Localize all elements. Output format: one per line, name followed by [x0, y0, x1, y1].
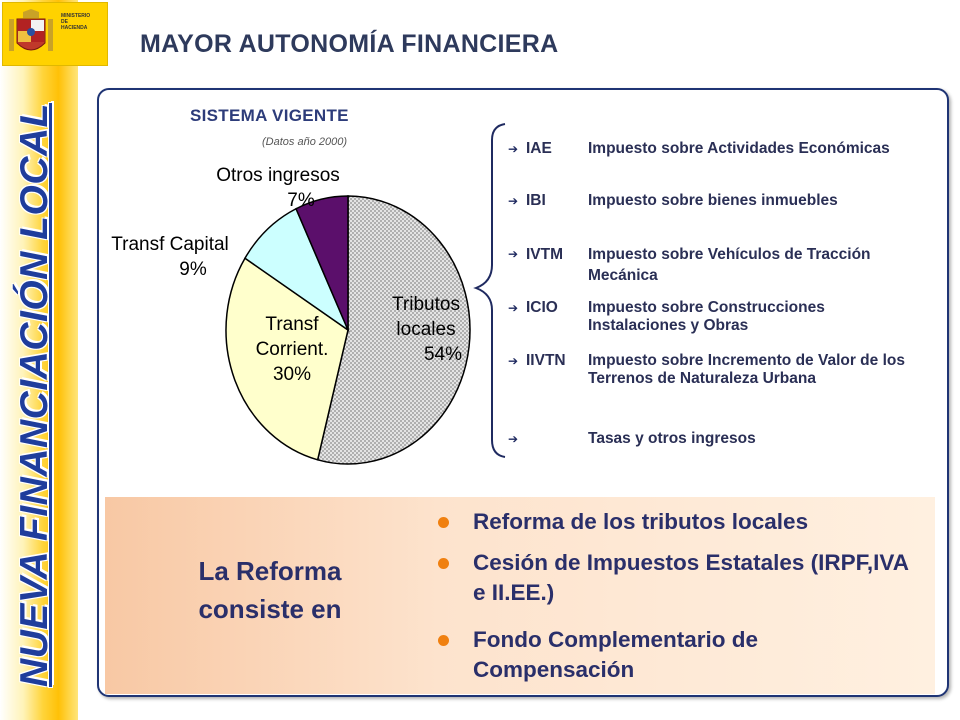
tax-brace: [476, 124, 505, 457]
chart-subtitle: (Datos año 2000): [262, 136, 347, 148]
arrow-right-icon: ➔: [508, 301, 519, 315]
slice-label-capital: Transf Capital 9%: [111, 234, 229, 280]
tax-item-tasas: ➔ Tasas y otros ingresos: [508, 430, 756, 447]
brace-group: [476, 124, 505, 457]
bullet-icon: [438, 558, 449, 569]
vertical-title: NUEVA FINANCIACIÓN LOCAL: [13, 103, 56, 687]
arrow-right-icon: ➔: [508, 354, 519, 368]
reform-title: La Reforma consiste en: [198, 556, 342, 624]
bullet-icon: [438, 635, 449, 646]
reform-item: Fondo Complementario de Compensación: [438, 625, 913, 685]
arrow-right-icon: ➔: [508, 432, 519, 446]
chart-title: SISTEMA VIGENTE: [190, 106, 349, 125]
reform-item: Cesión de Impuestos Estatales (IRPF,IVA e II.EE.): [438, 548, 913, 608]
ministry-logo-text: MINISTERIO DE HACIENDA: [61, 13, 91, 31]
tax-item-ivtm: ➔ IVTM Impuesto sobre Vehículos de Tracción Mecánica: [508, 246, 871, 284]
tax-item-icio: ➔ ICIO Impuesto sobre Construcciones Instalaciones y Obras: [508, 299, 825, 334]
arrow-right-icon: ➔: [508, 142, 519, 156]
tax-item-ibi: ➔ IBI Impuesto sobre bienes inmuebles: [508, 192, 838, 209]
slice-label-corrientes: Transf Corrient. 30%: [255, 314, 329, 385]
reform-item: Reforma de los tributos locales: [438, 507, 913, 537]
slice-label-tributos: Tributos locales 54%: [392, 294, 463, 365]
tax-item-iae: ➔ IAE Impuesto sobre Actividades Económicas: [508, 140, 890, 157]
page-title: MAYOR AUTONOMÍA FINANCIERA: [140, 30, 559, 58]
arrow-right-icon: ➔: [508, 247, 519, 261]
slice-label-otros: Otros ingresos 7%: [216, 165, 340, 211]
arrow-right-icon: ➔: [508, 194, 519, 208]
tax-item-iivtn: ➔ IIVTN Impuesto sobre Incremento de Valor de los Terrenos de Naturaleza Urbana: [508, 352, 905, 387]
bullet-icon: [438, 517, 449, 528]
